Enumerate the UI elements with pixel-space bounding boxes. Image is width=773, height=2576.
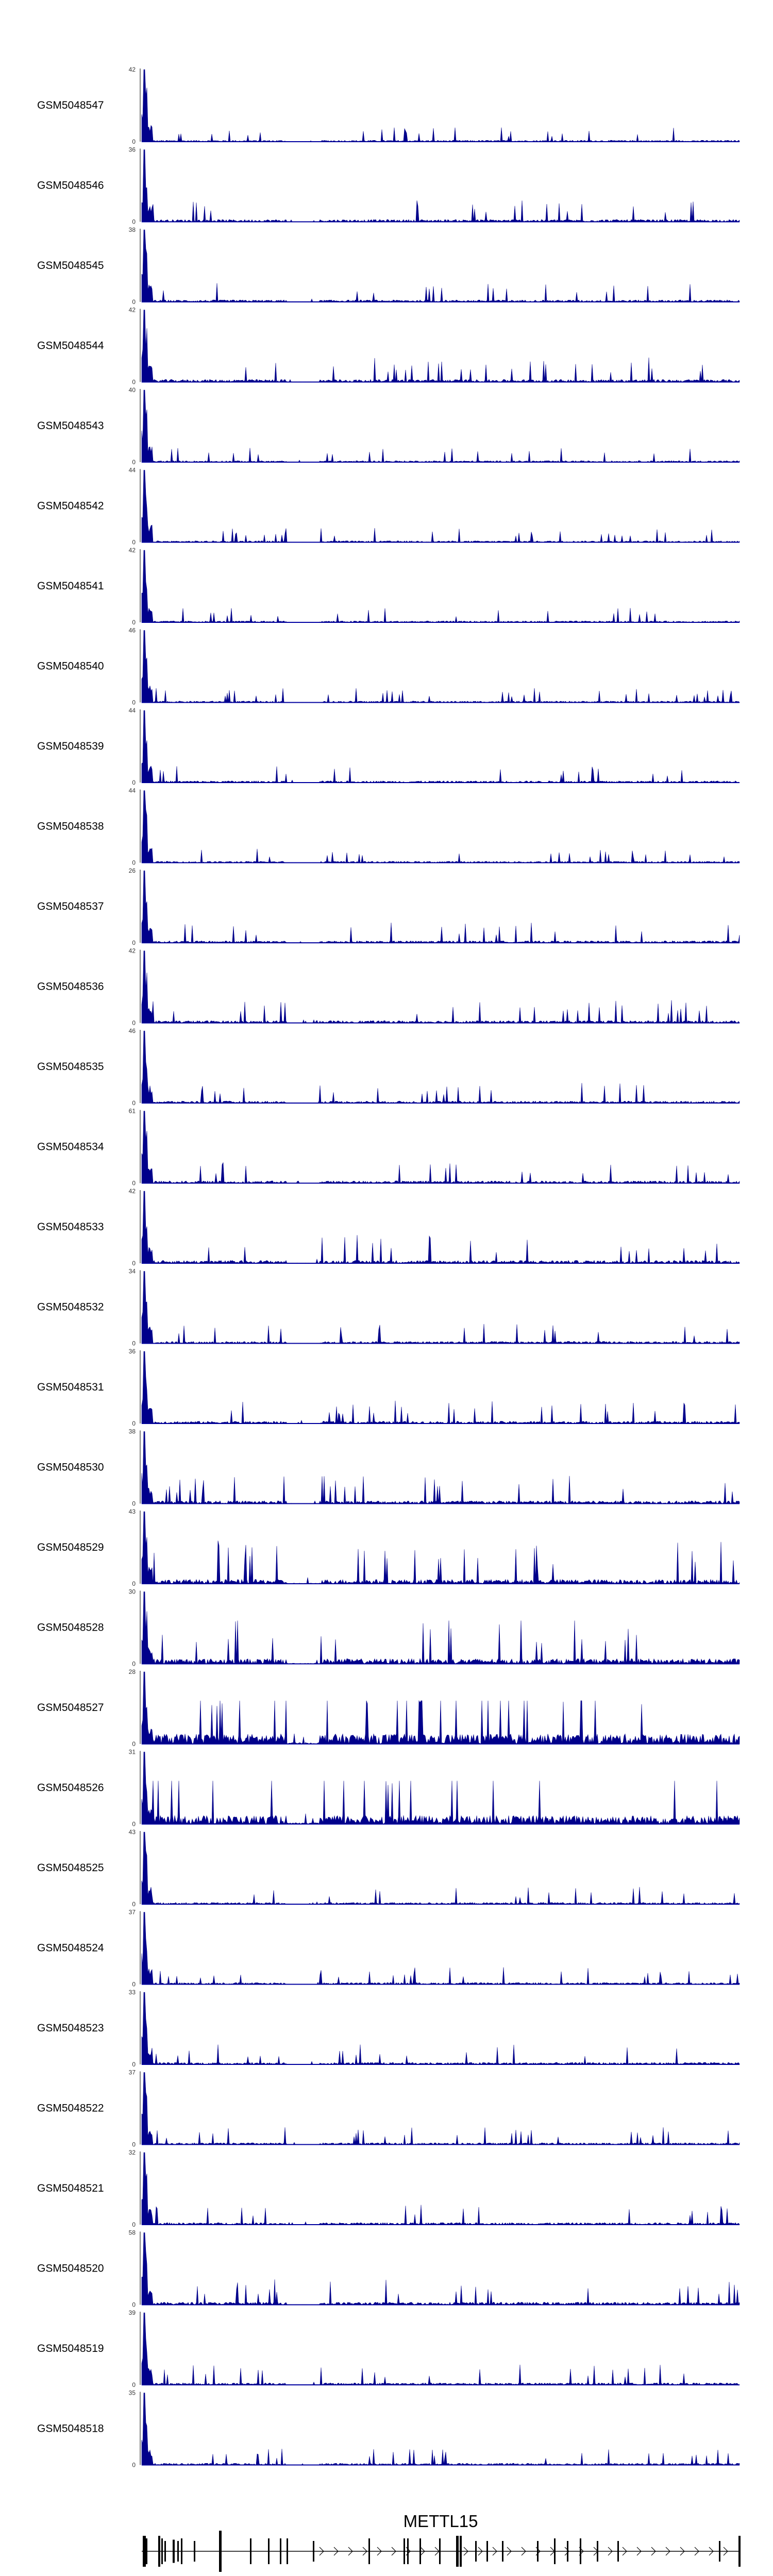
gene-exon [280,2538,281,2564]
track-ymin-label: 0 [132,1179,136,1187]
track-signal [142,951,740,1023]
track-signal [142,2393,740,2465]
coverage-tracks [37,66,740,2469]
track-ymax-label: 42 [128,1188,136,1195]
track-signal [142,1672,740,1744]
track-signal [142,1272,740,1344]
track-GSM5048542 [37,467,740,546]
track-signal [142,1031,740,1103]
gene-exon [164,2541,166,2562]
track-label: GSM5048545 [37,260,104,272]
gene-exon [537,2541,539,2562]
track-ymin-label: 0 [132,538,136,546]
track-signal [142,2153,740,2225]
track-ymin-label: 0 [132,939,136,946]
track-label: GSM5048522 [37,2102,104,2114]
gene-exon [181,2538,182,2564]
track-signal [142,310,740,382]
track-label: GSM5048520 [37,2262,104,2275]
track-GSM5048535 [37,1027,740,1107]
track-ymin-label: 0 [132,2221,136,2228]
track-signal [142,150,740,222]
gene-exon [617,2541,619,2562]
track-ymax-label: 36 [128,1348,136,1355]
track-label: GSM5048519 [37,2343,104,2354]
track-GSM5048539 [37,707,740,786]
track-ymax-label: 43 [128,1828,136,1836]
track-ymin-label: 0 [132,218,136,226]
track-signal [142,70,740,142]
gene-exon [580,2538,581,2564]
track-ymin-label: 0 [132,1500,136,1507]
track-signal [142,791,740,863]
gene-exon [250,2538,251,2564]
track-signal [142,710,740,783]
track-ymin-label: 0 [132,1099,136,1107]
gene-exon [173,2540,175,2563]
track-signal [142,871,740,943]
track-ymin-label: 0 [132,779,136,786]
track-ymax-label: 34 [128,1267,136,1275]
track-ymax-label: 40 [128,386,136,394]
gene-exon [194,2541,195,2562]
track-GSM5048523 [37,1989,740,2068]
track-ymin-label: 0 [132,298,136,306]
gene-exon [161,2538,163,2564]
gene-exon [460,2536,462,2567]
track-label: GSM5048542 [37,500,104,512]
track-ymax-label: 58 [128,2229,136,2236]
gene-exon [738,2536,741,2567]
track-GSM5048519 [37,2309,740,2388]
track-ymax-label: 42 [128,66,136,73]
track-label: GSM5048523 [37,2022,104,2034]
track-label: GSM5048521 [37,2182,104,2194]
track-signal [142,550,740,622]
track-ymin-label: 0 [132,1820,136,1828]
gene-exon [287,2538,288,2564]
track-ymax-label: 46 [128,1027,136,1035]
track-ymin-label: 0 [132,138,136,145]
track-GSM5048520 [37,2229,740,2309]
gene-exon [456,2536,459,2567]
track-signal [142,1752,740,1824]
gene-exon [475,2541,477,2562]
gene-label: METTL15 [403,2512,478,2531]
track-ymax-label: 42 [128,547,136,554]
track-GSM5048540 [37,627,740,706]
track-GSM5048527 [37,1668,740,1748]
track-signal [142,2313,740,2385]
track-ymin-label: 0 [132,1580,136,1587]
track-label: GSM5048527 [37,1702,104,1714]
track-label: GSM5048543 [37,420,104,432]
track-label: GSM5048540 [37,660,104,672]
track-label: GSM5048541 [37,580,104,592]
track-signal [142,1351,740,1423]
track-GSM5048532 [37,1268,740,1347]
gene-exon [143,2536,146,2567]
track-GSM5048543 [37,386,740,466]
track-ymin-label: 0 [132,1019,136,1027]
track-GSM5048522 [37,2069,740,2148]
track-ymax-label: 38 [128,226,136,233]
track-GSM5048530 [37,1428,740,1507]
track-GSM5048547 [37,66,740,145]
track-ymin-label: 0 [132,459,136,466]
track-label: GSM5048529 [37,1541,104,1553]
track-label: GSM5048525 [37,1862,104,1874]
track-label: GSM5048528 [37,1621,104,1634]
track-label: GSM5048544 [37,340,104,352]
track-ymin-label: 0 [132,1340,136,1347]
gene-exon [486,2541,488,2562]
track-ymin-label: 0 [132,699,136,706]
track-ymin-label: 0 [132,1420,136,1427]
track-label: GSM5048518 [37,2422,104,2435]
track-label: GSM5048534 [37,1141,104,1153]
track-ymin-label: 0 [132,1660,136,1668]
track-label: GSM5048524 [37,1942,104,1954]
track-GSM5048526 [37,1749,740,1828]
track-signal [142,2233,740,2305]
track-GSM5048537 [37,867,740,946]
track-ymax-label: 44 [128,787,136,794]
track-ymax-label: 38 [128,1428,136,1435]
track-ymin-label: 0 [132,1901,136,1908]
track-GSM5048529 [37,1508,740,1587]
track-ymin-label: 0 [132,2381,136,2388]
track-ymin-label: 0 [132,1980,136,1988]
track-signal [142,470,740,543]
track-ymin-label: 0 [132,1260,136,1267]
track-signal [142,1992,740,2064]
track-GSM5048534 [37,1108,740,1187]
track-label: GSM5048547 [37,99,104,111]
track-ymin-label: 0 [132,1740,136,1748]
track-GSM5048541 [37,547,740,626]
track-ymin-label: 0 [132,2461,136,2469]
track-signal [142,1191,740,1263]
track-label: GSM5048537 [37,901,104,912]
track-label: GSM5048535 [37,1061,104,1073]
gene-exon [146,2538,147,2564]
track-signal [142,1512,740,1584]
track-GSM5048521 [37,2149,740,2228]
track-ymax-label: 43 [128,1508,136,1515]
track-ymax-label: 37 [128,2069,136,2076]
track-GSM5048536 [37,947,740,1027]
track-signal [142,2073,740,2145]
track-GSM5048531 [37,1348,740,1427]
gene-exon [419,2538,421,2564]
track-ymin-label: 0 [132,859,136,867]
track-ymax-label: 42 [128,947,136,955]
track-ymax-label: 39 [128,2309,136,2316]
gene-exon [313,2541,314,2562]
track-label: GSM5048533 [37,1221,104,1233]
gene-exon [407,2538,409,2564]
track-label: GSM5048532 [37,1301,104,1313]
track-ymax-label: 44 [128,466,136,474]
track-label: GSM5048526 [37,1782,104,1794]
track-label: GSM5048546 [37,179,104,192]
track-GSM5048518 [37,2389,740,2469]
track-ymax-label: 32 [128,2149,136,2156]
track-GSM5048524 [37,1909,740,1988]
track-signal [142,1832,740,1904]
track-GSM5048528 [37,1588,740,1668]
gene-exon [719,2541,720,2562]
track-signal [142,230,740,302]
gene-exon [158,2536,160,2567]
track-ymax-label: 46 [128,626,136,634]
track-ymin-label: 0 [132,2141,136,2148]
track-signal [142,631,740,703]
track-GSM5048545 [37,226,740,306]
gene-exon [268,2538,270,2564]
track-ymax-label: 36 [128,146,136,154]
gene-exon [177,2541,179,2562]
gene-exon [404,2538,405,2564]
gene-exon [219,2531,222,2572]
track-ymax-label: 28 [128,1668,136,1675]
track-ymax-label: 44 [128,707,136,714]
gene-exon [567,2541,568,2562]
track-GSM5048538 [37,787,740,867]
track-ymax-label: 42 [128,306,136,314]
gene-track [142,2512,741,2572]
track-ymax-label: 26 [128,867,136,874]
track-ymin-label: 0 [132,378,136,386]
track-GSM5048525 [37,1828,740,1908]
gene-exon [368,2538,370,2564]
track-label: GSM5048538 [37,820,104,833]
track-label: GSM5048531 [37,1381,104,1393]
track-ymin-label: 0 [132,619,136,626]
track-GSM5048544 [37,307,740,386]
track-ymax-label: 31 [128,1748,136,1756]
track-label: GSM5048536 [37,980,104,993]
track-signal [142,1111,740,1183]
track-ymax-label: 61 [128,1107,136,1115]
track-label: GSM5048539 [37,740,104,752]
track-ymax-label: 30 [128,1588,136,1596]
track-signal [142,1432,740,1504]
track-signal [142,390,740,462]
track-signal [142,1592,740,1664]
track-ymax-label: 35 [128,2389,136,2397]
track-GSM5048533 [37,1188,740,1267]
gene-exon [502,2541,503,2562]
track-label: GSM5048530 [37,1461,104,1473]
track-ymin-label: 0 [132,2061,136,2068]
track-ymax-label: 37 [128,1908,136,1916]
track-ymin-label: 0 [132,2301,136,2309]
track-GSM5048546 [37,146,740,226]
track-ymax-label: 33 [128,1989,136,1996]
track-signal [142,1912,740,1985]
